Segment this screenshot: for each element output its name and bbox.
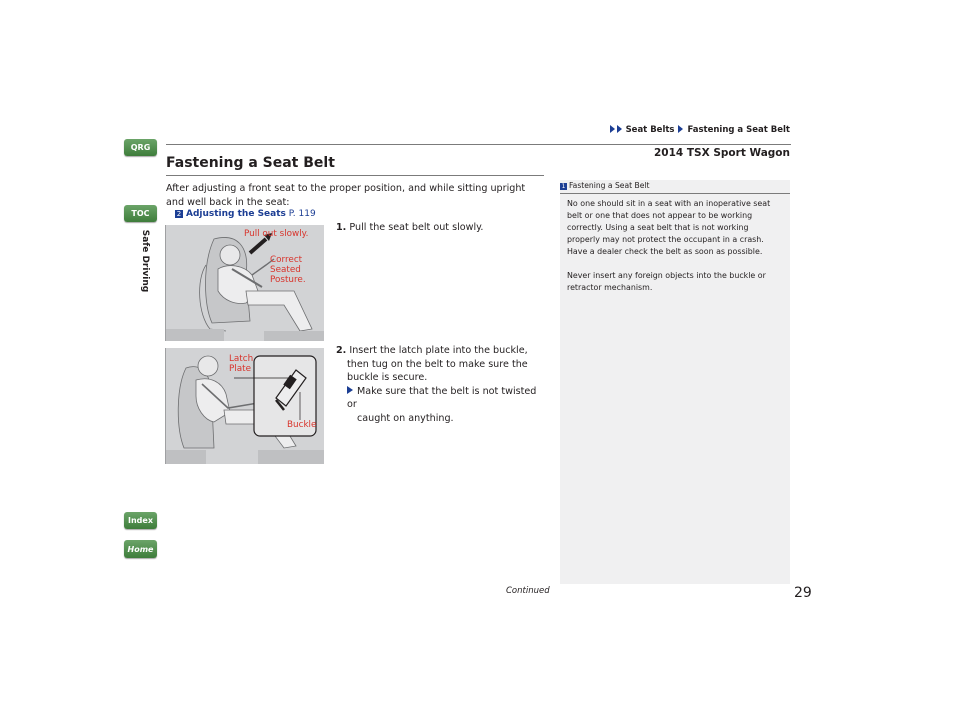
note-divider [560, 193, 790, 194]
step-text: Pull the seat belt out slowly. [349, 222, 484, 233]
note-heading-text: Fastening a Seat Belt [569, 181, 650, 190]
index-button[interactable]: Index [124, 512, 157, 529]
breadcrumb-item-seat-belts[interactable]: Seat Belts [625, 125, 675, 135]
callout-correct-posture [270, 255, 306, 285]
callout-buckle: Buckle [287, 420, 317, 430]
intro-text: After adjusting a front seat to the proper position, and while sitting upright and well back in the seat: [166, 183, 526, 208]
breadcrumb [609, 125, 790, 135]
header-divider [166, 144, 791, 145]
callout-latch-line: Plate [229, 364, 252, 374]
note-heading [560, 181, 790, 190]
step-number: 1. [336, 222, 347, 233]
title-divider [166, 175, 544, 176]
callout-posture-line: Posture. [270, 275, 306, 285]
step-1 [336, 221, 548, 235]
illustration-insert-latch [165, 348, 324, 464]
step-subpoint [336, 385, 548, 412]
xref-link-adjusting-seats[interactable] [175, 209, 316, 219]
note-paragraph: No one should sit in a seat with an inoperative seat belt or one that does not appear to be working correctly. Using a seat belt that is not working properly may not protect the occupant in a crash. Have a dealer check the belt as soon as possible. [567, 199, 771, 256]
qrg-button[interactable]: QRG [124, 139, 157, 156]
xref-label[interactable]: Adjusting the Seats [186, 209, 286, 219]
illustration-pull-belt [165, 225, 324, 341]
home-button[interactable]: Home [124, 540, 157, 558]
model-title: 2014 TSX Sport Wagon [654, 147, 790, 159]
breadcrumb-arrow-icon [610, 125, 615, 133]
note-body [567, 198, 779, 306]
section-label: Safe Driving [140, 229, 150, 293]
step-text-line: Insert the latch plate into the buckle, [349, 345, 528, 356]
step-text-line: buckle is secure. [347, 372, 428, 383]
continued-label: Continued [506, 586, 550, 596]
page-number: 29 [794, 585, 812, 601]
page-title: Fastening a Seat Belt [166, 155, 335, 171]
subpoint-text-cont: caught on anything. [357, 412, 454, 424]
note-paragraph: Never insert any foreign objects into the buckle or retractor mechanism. [567, 271, 766, 292]
step-text-line: then tug on the belt to make sure the [347, 358, 528, 370]
callout-pull-out-slowly: Pull out slowly. [244, 229, 309, 239]
callout-posture-line: Correct [270, 255, 303, 265]
subpoint-text: Make sure that the belt is not twisted or [347, 385, 537, 410]
callout-latch-plate [229, 354, 253, 374]
note-icon: 1 [561, 183, 566, 190]
breadcrumb-arrow-icon [617, 125, 622, 133]
callout-posture-line: Seated [270, 265, 301, 275]
step-2 [336, 344, 548, 425]
step-number: 2. [336, 345, 347, 356]
xref-page[interactable]: P. 119 [288, 209, 316, 219]
breadcrumb-arrow-icon [678, 125, 683, 133]
breadcrumb-item-fastening[interactable]: Fastening a Seat Belt [687, 125, 790, 135]
subpoint-arrow-icon [347, 386, 353, 394]
toc-button[interactable]: TOC [124, 205, 157, 222]
callout-latch-line: Latch [229, 354, 254, 364]
xref-icon: 2 [176, 210, 182, 218]
